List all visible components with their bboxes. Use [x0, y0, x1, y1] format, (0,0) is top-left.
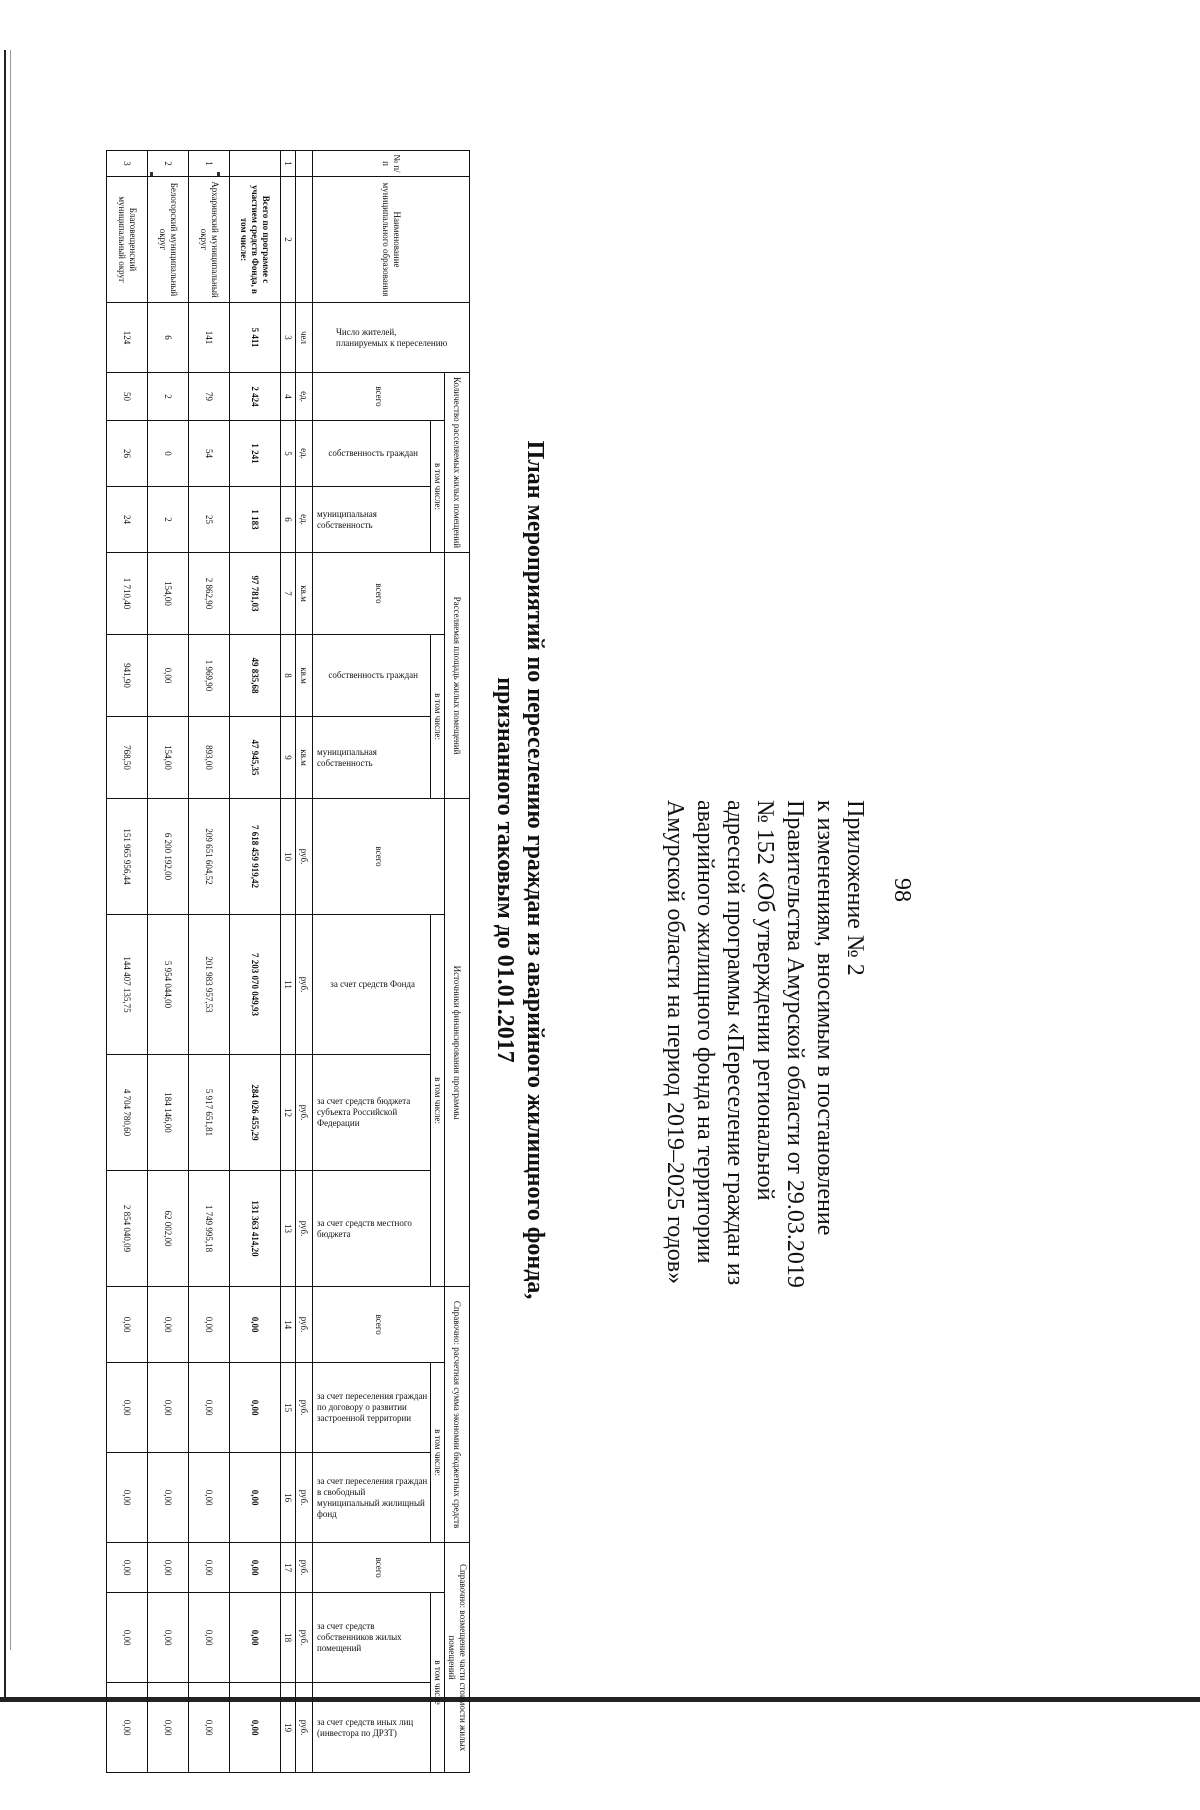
table-cell: 124: [107, 303, 148, 373]
unit-cell: руб.: [296, 1171, 313, 1287]
unit-cell: руб.: [296, 1453, 313, 1543]
header-rooms-group: Количество расселяемых жилых помещений: [445, 373, 470, 553]
table-cell: 1 710,40: [107, 553, 148, 635]
table-cell: 2 424: [230, 373, 281, 421]
unit-cell: руб.: [296, 1055, 313, 1171]
unit-cell: ед.: [296, 421, 313, 487]
col-number: 15: [281, 1363, 296, 1453]
header-economy-group: Справочно: расчетная сумма экономии бюджетных средств: [445, 1287, 470, 1543]
appendix-line: Правительства Амурской области от 29.03.2019: [782, 800, 808, 1288]
unit-cell: руб.: [296, 1363, 313, 1453]
table-cell: 0,00: [230, 1683, 281, 1773]
table-cell: 0,00: [230, 1453, 281, 1543]
table-cell: 6: [148, 303, 189, 373]
header-row-2: [431, 151, 445, 1773]
table-cell: 154,00: [148, 553, 189, 635]
header-econ-free-fund: за счет переселения граждан в свободный муниципальный жилищный фонд: [313, 1453, 431, 1543]
header-area-citizens: собственность граждан: [313, 635, 431, 717]
table-cell: 0,00: [148, 1543, 189, 1593]
table-cell: 0,00: [189, 1453, 230, 1543]
row-number: 3: [107, 151, 148, 177]
table-cell: 154,00: [148, 717, 189, 799]
col-number: 6: [281, 487, 296, 553]
table-cell: 141: [189, 303, 230, 373]
header-finance-incl: в том числе:: [431, 915, 445, 1287]
header-econ-development: за счет переселения граждан по договору о развитии застроенной территории: [313, 1363, 431, 1453]
municipality-name: Всего по программе с участием средств Фонда, в том числе:: [230, 177, 281, 303]
table-cell: 26: [107, 421, 148, 487]
table-cell: 0,00: [148, 1683, 189, 1773]
row-number: 2: [148, 151, 189, 177]
table-cell: 0,00: [148, 1287, 189, 1363]
table-cell: 0,00: [189, 1287, 230, 1363]
table-cell: 151 965 956,44: [107, 799, 148, 915]
table-cell: 49 835,68: [230, 635, 281, 717]
col-number: 9: [281, 717, 296, 799]
col-number: 1: [281, 151, 296, 177]
col-number: 19: [281, 1683, 296, 1773]
table-cell: 1 241: [230, 421, 281, 487]
table-cell: 50: [107, 373, 148, 421]
table-cell: 6 200 192,00: [148, 799, 189, 915]
table-cell: 0,00: [189, 1543, 230, 1593]
header-compensation-total: всего: [313, 1543, 445, 1593]
unit-cell: руб.: [296, 1683, 313, 1773]
header-residents: Число жителей, планируемых к переселению: [313, 303, 470, 373]
header-rooms-citizens: собственность граждан: [313, 421, 431, 487]
header-row-1: [445, 151, 470, 1773]
table-cell: 201 983 957,53: [189, 915, 230, 1055]
unit-cell: чел: [296, 303, 313, 373]
table-row: [189, 151, 230, 1773]
table-row-total: [230, 151, 281, 1773]
appendix-line: адресной программы «Переселение граждан из: [722, 800, 748, 1286]
table-cell: 768,50: [107, 717, 148, 799]
table-cell: 24: [107, 487, 148, 553]
unit-cell: кв.м: [296, 635, 313, 717]
header-compensation-group: Справочно: возмещение части стоимости жилых помещений: [445, 1543, 470, 1773]
table-cell: 0,00: [230, 1287, 281, 1363]
table-cell: 131 363 414,20: [230, 1171, 281, 1287]
header-finance-total: всего: [313, 799, 445, 915]
header-name: Наименование муниципального образования: [313, 177, 470, 303]
header-area-incl: в том числе:: [431, 635, 445, 799]
table-cell: 941,90: [107, 635, 148, 717]
table-cell: 0,00: [230, 1363, 281, 1453]
table-cell: 209 651 604,52: [189, 799, 230, 915]
scan-edge-line-thin: [10, 50, 11, 1650]
unit-cell: кв.м: [296, 553, 313, 635]
col-number: 7: [281, 553, 296, 635]
header-regional-budget: за счет средств бюджета субъекта Российской Федерации: [313, 1055, 431, 1171]
table-cell: 0,00: [148, 1453, 189, 1543]
table-cell: 47 945,35: [230, 717, 281, 799]
table-cell: 4 704 780,60: [107, 1055, 148, 1171]
appendix-line: № 152 «Об утверждении региональной: [752, 800, 778, 1201]
document-title: [490, 420, 550, 1320]
table-cell: 0,00: [107, 1363, 148, 1453]
header-area-total: всего: [313, 553, 445, 635]
appendix-line: Амурской области на период 2019–2025 годов»: [662, 800, 688, 1285]
unit-cell: [296, 151, 313, 177]
table-cell: 2: [148, 373, 189, 421]
header-comp-other: за счет средств иных лиц (инвестора по ДРЗТ): [313, 1683, 431, 1773]
table-cell: 0,00: [230, 1543, 281, 1593]
header-num: № п/п: [313, 151, 470, 177]
table-cell: 0,00: [107, 1683, 148, 1773]
table-cell: 62 002,00: [148, 1171, 189, 1287]
appendix-header: [660, 800, 870, 1680]
table-row: [107, 151, 148, 1773]
appendix-line: аварийного жилищного фонда на территории: [692, 800, 718, 1264]
table-cell: 79: [189, 373, 230, 421]
table-cell: 184 146,00: [148, 1055, 189, 1171]
table-cell: 0,00: [230, 1593, 281, 1683]
municipality-name: Белогорский муниципальный округ: [148, 177, 189, 303]
table-cell: 0,00: [148, 1363, 189, 1453]
unit-cell: руб.: [296, 799, 313, 915]
table-cell: 0,00: [189, 1593, 230, 1683]
header-local-budget: за счет средств местного бюджета: [313, 1171, 431, 1287]
col-number: 11: [281, 915, 296, 1055]
table-cell: 0,00: [107, 1287, 148, 1363]
unit-cell: руб.: [296, 1543, 313, 1593]
header-finance-group: Источники финансирования программы: [445, 799, 470, 1287]
unit-cell: кв.м: [296, 717, 313, 799]
table-cell: 0: [148, 421, 189, 487]
unit-cell: руб.: [296, 1593, 313, 1683]
page-number: 98: [889, 878, 915, 902]
unit-cell: [296, 177, 313, 303]
title-line: План мероприятий по переселению граждан из аварийного жилищного фонда,: [522, 440, 548, 1300]
col-number: 4: [281, 373, 296, 421]
table-cell: 0,00: [148, 1593, 189, 1683]
header-rooms-total: всего: [313, 373, 445, 421]
table-cell: 5 917 651,81: [189, 1055, 230, 1171]
table-cell: 7 203 070 049,93: [230, 915, 281, 1055]
row-number: [230, 151, 281, 177]
resettlement-plan-table: [106, 150, 470, 1773]
table-cell: 54: [189, 421, 230, 487]
col-number: 8: [281, 635, 296, 717]
table-row: [148, 151, 189, 1773]
header-area-municipal: муниципальная собственность: [313, 717, 431, 799]
table-cell: 7 618 459 919,42: [230, 799, 281, 915]
col-number: 10: [281, 799, 296, 915]
table-cell: 144 407 135,75: [107, 915, 148, 1055]
table-cell: 2 862,90: [189, 553, 230, 635]
unit-cell: ед.: [296, 373, 313, 421]
col-number: 18: [281, 1593, 296, 1683]
municipality-name: Архаринский муниципальный округ: [189, 177, 230, 303]
col-number: 17: [281, 1543, 296, 1593]
table-cell: 0,00: [189, 1683, 230, 1773]
table-cell: 2: [148, 487, 189, 553]
municipality-name: Благовещенский муниципальный округ: [107, 177, 148, 303]
table-cell: 1 969,90: [189, 635, 230, 717]
header-compensation-incl: в том числе: [431, 1593, 445, 1773]
col-number: 3: [281, 303, 296, 373]
scan-edge-line: [4, 50, 6, 1700]
header-fund: за счет средств Фонда: [313, 915, 431, 1055]
header-economy-incl: в том числе:: [431, 1363, 445, 1543]
col-number: 5: [281, 421, 296, 487]
col-number: 16: [281, 1453, 296, 1543]
col-number: 2: [281, 177, 296, 303]
col-number: 13: [281, 1171, 296, 1287]
table-cell: 0,00: [107, 1453, 148, 1543]
appendix-line: к изменениям, вносимым в постановление: [812, 800, 838, 1236]
rotated-document-sheet: [60, 60, 1020, 1770]
unit-cell: ед.: [296, 487, 313, 553]
col-number: 12: [281, 1055, 296, 1171]
table-cell: 5 954 044,00: [148, 915, 189, 1055]
table-cell: 1 749 995,18: [189, 1171, 230, 1287]
col-number: 14: [281, 1287, 296, 1363]
table-cell: 1 183: [230, 487, 281, 553]
table-cell: 284 026 455,29: [230, 1055, 281, 1171]
row-number: 1: [189, 151, 230, 177]
header-economy-total: всего: [313, 1287, 445, 1363]
table-cell: 0,00: [107, 1593, 148, 1683]
column-numbers-row: [281, 151, 296, 1773]
table-cell: 0,00: [189, 1363, 230, 1453]
table-cell: 0,00: [148, 635, 189, 717]
table-cell: 2 854 040,09: [107, 1171, 148, 1287]
table-cell: 25: [189, 487, 230, 553]
title-line: признанного таковым до 01.01.2017: [492, 677, 518, 1063]
table-cell: 0,00: [107, 1543, 148, 1593]
table-cell: 893,00: [189, 717, 230, 799]
header-rooms-incl: в том числе:: [431, 421, 445, 553]
table-cell: 97 781,03: [230, 553, 281, 635]
unit-cell: руб.: [296, 915, 313, 1055]
unit-cell: руб.: [296, 1287, 313, 1363]
table-cell: 5 411: [230, 303, 281, 373]
appendix-line: Приложение № 2: [842, 800, 868, 976]
units-row: [296, 151, 313, 1773]
header-rooms-municipal: муниципальная собственность: [313, 487, 431, 553]
header-comp-owners: за счет средств собственников жилых помещений: [313, 1593, 431, 1683]
header-area-group: Расселяемая площадь жилых помещений: [445, 553, 470, 799]
